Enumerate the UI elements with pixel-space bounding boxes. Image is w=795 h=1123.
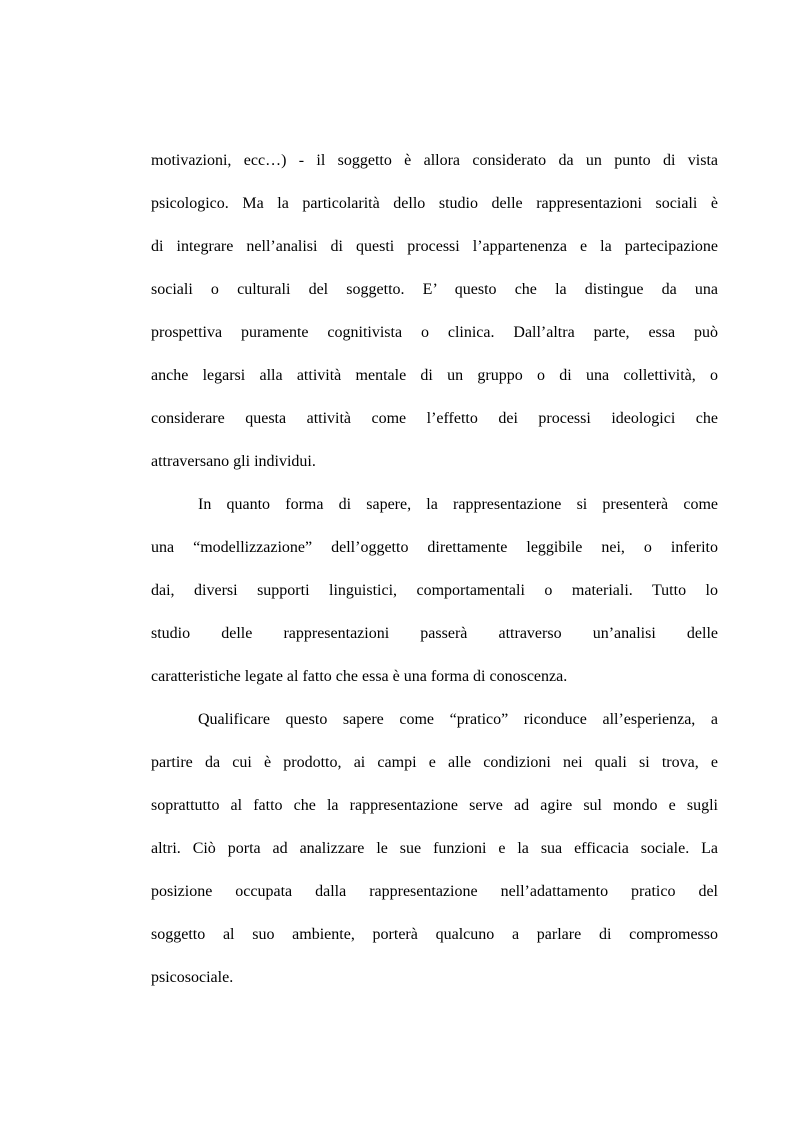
text-line: In quanto forma di sapere, la rappresentazione si presenterà come (198, 496, 718, 513)
text-line: sociali o culturali del soggetto. E’ questo che la distingue da una (151, 281, 718, 298)
text-line: psicologico. Ma la particolarità dello studio delle rappresentazioni sociali è (151, 195, 718, 212)
text-line: Qualificare questo sapere come “pratico” riconduce all’esperienza, a (198, 711, 718, 728)
text-line: motivazioni, ecc…) - il soggetto è allora considerato da un punto di vista (151, 152, 718, 169)
text-line: soggetto al suo ambiente, porterà qualcuno a parlare di compromesso (151, 926, 718, 943)
text-line: di integrare nell’analisi di questi processi l’appartenenza e la partecipazione (151, 238, 718, 255)
text-line: caratteristiche legate al fatto che essa è una forma di conoscenza. (151, 668, 568, 685)
text-line: dai, diversi supporti linguistici, comportamentali o materiali. Tutto lo (151, 582, 718, 599)
text-line: psicosociale. (151, 969, 234, 986)
text-line: una “modellizzazione” dell’oggetto direttamente leggibile nei, o inferito (151, 539, 718, 556)
text-line: considerare questa attività come l’effetto dei processi ideologici che (151, 410, 718, 427)
text-line: altri. Ciò porta ad analizzare le sue funzioni e la sua efficacia sociale. La (151, 840, 718, 857)
text-line: partire da cui è prodotto, ai campi e alle condizioni nei quali si trova, e (151, 754, 718, 771)
text-line: attraversano gli individui. (151, 453, 316, 470)
text-line: anche legarsi alla attività mentale di un gruppo o di una collettività, o (151, 367, 718, 384)
text-line: prospettiva puramente cognitivista o clinica. Dall’altra parte, essa può (151, 324, 718, 341)
body-text (151, 139, 718, 999)
text-line: studio delle rappresentazioni passerà attraverso un’analisi delle (151, 625, 718, 642)
text-line: soprattutto al fatto che la rappresentazione serve ad agire sul mondo e sugli (151, 797, 718, 814)
text-line: posizione occupata dalla rappresentazione nell’adattamento pratico del (151, 883, 718, 900)
